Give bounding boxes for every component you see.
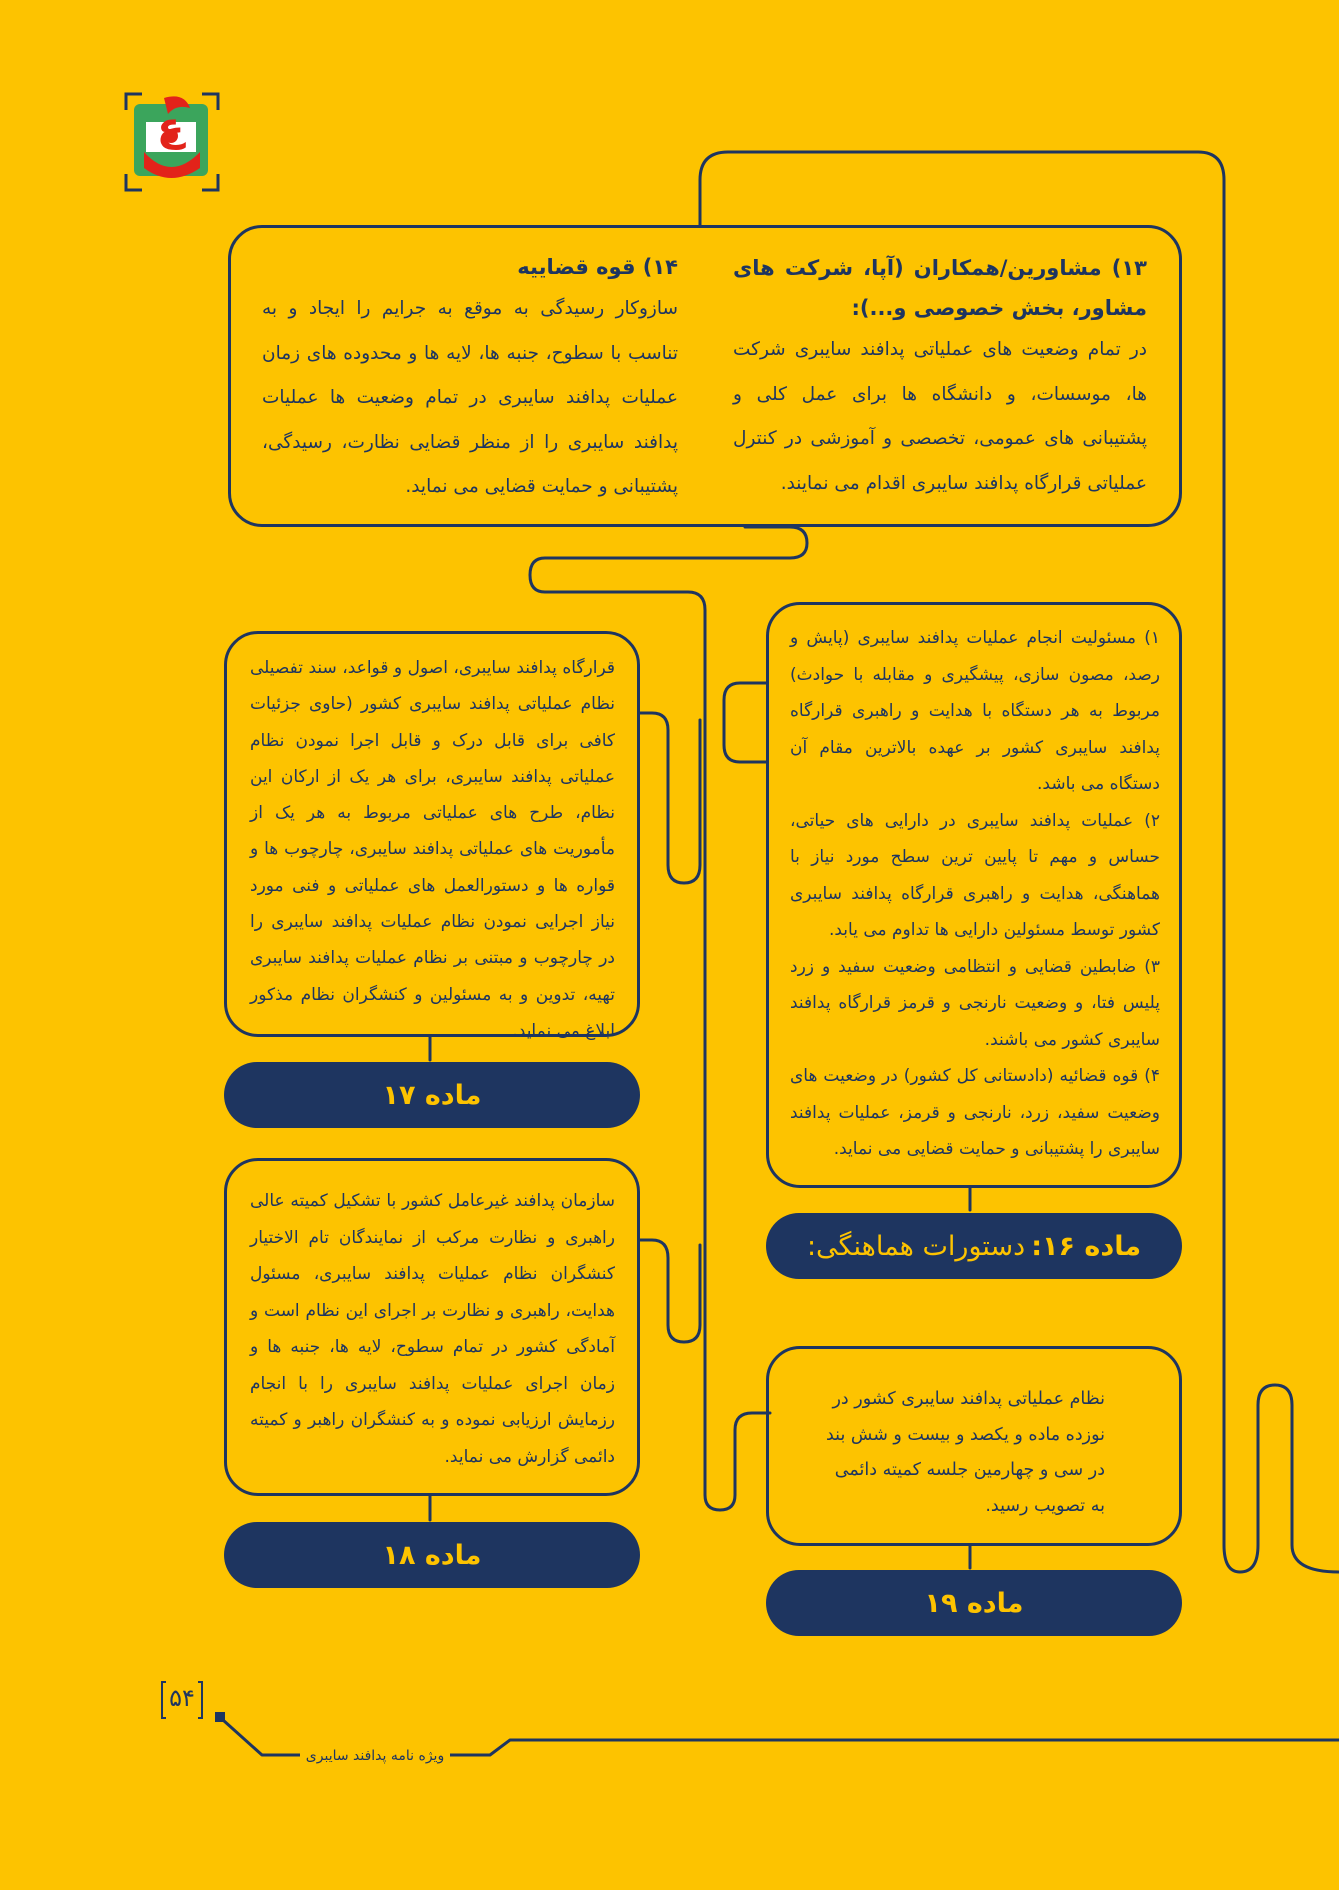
- page-number-frame: [160, 1680, 204, 1720]
- article-19-line: به تصویب رسید.: [985, 1495, 1105, 1516]
- article-18-body: سازمان پدافند غیرعامل کشور با تشکیل کمیته عالی راهبری و نظارت مرکب از نمایندگان تام الاختیار کنشگران نظام عملیات پدافند سایبری، مسئول هدایت، راهبری و نظارت بر اجرای این نظام است و آمادگی کشور در تمام سطوح، لایه ها، جنبه ها و زمان اجرای عملیات پدافند سایبری را با انجام رزمایش ارزیابی نموده و به کنشگران راهبر و کمیته دائمی گزارش می نماید.: [250, 1191, 615, 1467]
- page-number: ۵۴: [169, 1684, 195, 1712]
- article-18-title: ماده ۱۸: [382, 1539, 482, 1571]
- item-14-body: سازوکار رسیدگی به موقع به جرایم را ایجاد و به تناسب با سطوح، جنبه ها، لایه ها و محدوده های زمان عملیات پدافند سایبری در تمام وضعیت ها عملیات پدافند سایبری را از منظر قضایی نظارت، رسیدگی، پشتیبانی و حمایت قضایی می نماید.: [262, 298, 678, 497]
- article-17-title-pill: [224, 1062, 640, 1128]
- article-16-subtitle: دستورات هماهنگی:: [806, 1230, 1026, 1262]
- item-14: [262, 247, 678, 510]
- item-13-body: در تمام وضعیت های عملیاتی پدافند سایبری شرکت ها، موسسات، و دانشگاه ها برای عمل کلی و پشتیبانی های عمومی، تخصصی و آموزشی در کنترل عملیاتی قرارگاه پدافند سایبری اقدام می نمایند.: [733, 339, 1147, 494]
- article-19-line: نوزده ماده و یکصد و بیست و شش بند: [825, 1424, 1105, 1445]
- article-19-title-pill: [766, 1570, 1182, 1636]
- item-13-heading: ۱۳) مشاورین/همکاران (آپا، شرکت های مشاور، بخش خصوصی و...):: [733, 256, 1147, 320]
- article-16-item: ۱) مسئولیت انجام عملیات پدافند سایبری (پایش و رصد، مصون سازی، پیشگیری و مقابله با حوادث) مربوط به هر دستگاه با هدایت و راهبری قرارگاه پدافند سایبری کشور بر عهده بالاترین مقام آن دستگاه می باشد.: [790, 628, 1160, 794]
- article-16-title: ماده ۱۶:: [1031, 1230, 1142, 1262]
- article-17-body: قرارگاه پدافند سایبری، اصول و قواعد، سند تفصیلی نظام عملیاتی پدافند سایبری کشور (حاوی جزئیات کافی برای قابل درک و قابل اجرا نمودن نظام عملیاتی پدافند سایبری، برای هر یک از ارکان این نظام، طرح های عملیاتی مربوط به هر یک از مأموریت های عملیاتی پدافند سایبری، چارچوب ها و قواره ها و دستورالعمل های عملیاتی و فنی مورد نیاز اجرایی نمودن نظام عملیات پدافند سایبری را در چارچوب و مبتنی بر نظام عملیات پدافند سایبری تهیه، تدوین و به مسئولین و کنشگران نظام مذکور ابلاغ می نماید.: [250, 658, 615, 1041]
- logo-letter: ع: [157, 104, 185, 150]
- article-19-title: ماده ۱۹: [924, 1587, 1024, 1619]
- article-17-title: ماده ۱۷: [382, 1079, 482, 1111]
- item-13: [733, 248, 1147, 506]
- article-16-title-pill: [766, 1213, 1182, 1279]
- item-14-heading: ۱۴) قوه قضاییه: [517, 255, 678, 279]
- article-19-line: نظام عملیاتی پدافند سایبری کشور در: [832, 1389, 1105, 1409]
- footer-caption: ویژه نامه پدافند سایبری: [300, 1748, 450, 1764]
- article-16-item: ۲) عملیات پدافند سایبری در دارایی های حیاتی، حساس و مهم تا پایین ترین سطح مورد نیاز با هماهنگی، هدایت و راهبری قرارگاه پدافند سایبری کشور توسط مسئولین دارایی ها تداوم می یابد.: [790, 810, 1160, 940]
- article-18-title-pill: [224, 1522, 640, 1588]
- article-16-items: [790, 620, 1160, 1168]
- logo: [124, 92, 220, 192]
- article-19-body: [800, 1382, 1105, 1524]
- article-16-item: ۴) قوه قضائیه (دادستانی کل کشور) در وضعیت های وضعیت سفید، زرد، نارنجی و قرمز، عملیات پدافند سایبری را پشتیبانی و حمایت قضایی می نماید.: [790, 1066, 1160, 1159]
- article-19-line: در سی و چهارمین جلسه کمیته دائمی: [834, 1460, 1105, 1480]
- article-16-item: ۳) ضابطین قضایی و انتظامی وضعیت سفید و زرد پلیس فتا، و وضعیت نارنجی و قرمز قرارگاه پدافند سایبری کشور می باشند.: [790, 956, 1160, 1050]
